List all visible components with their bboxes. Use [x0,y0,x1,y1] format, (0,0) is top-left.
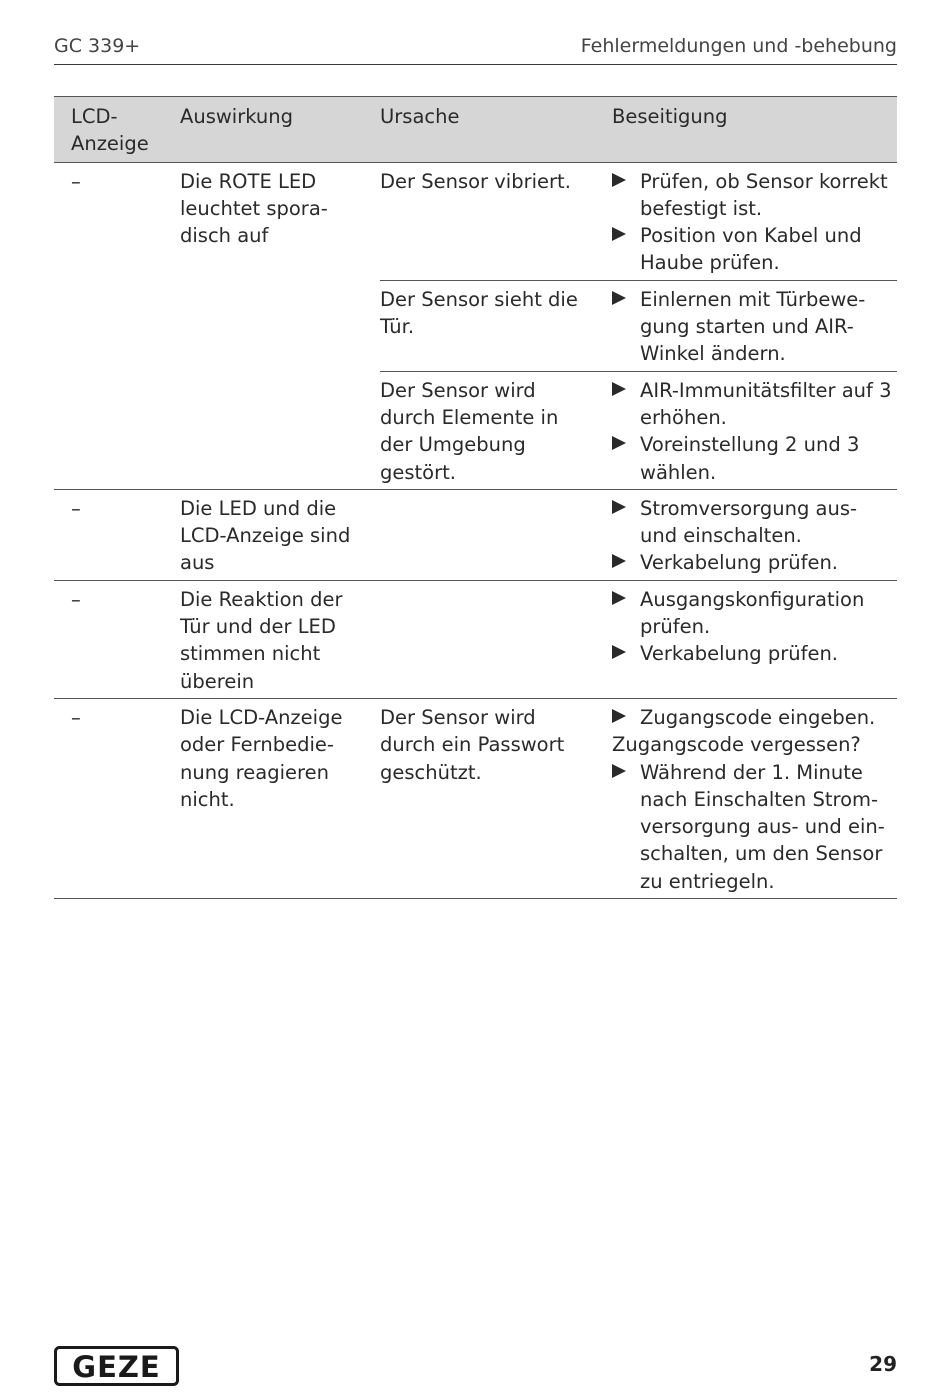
table-row [54,698,897,898]
bullet-triangle-icon [612,500,626,514]
remedy-note: Zugangscode vergessen? [612,733,861,757]
remedy-cell [612,162,897,280]
product-name: GC 339+ [54,35,141,57]
table-header-row [54,97,897,163]
col-header-lcd: LCD- Anzeige [54,97,180,163]
remedy-cell [612,371,897,489]
cause-cell: Der Sensor wird durch ein Passwort geschützt. [380,698,612,898]
remedy-item: Zugangscode eingeben. [612,704,897,731]
error-table [54,96,897,899]
remedy-item: Voreinstellung 2 und 3 wählen. [612,431,897,486]
lcd-cell: – [54,162,180,489]
remedy-item: Ausgangskonfiguration prüfen. [612,586,897,641]
lcd-cell: – [54,580,180,698]
effect-cell: Die ROTE LED leuchtet spora-disch auf [180,162,380,489]
remedy-item: Prüfen, ob Sensor korrekt befestigt ist. [612,168,897,223]
remedy-item: Position von Kabel und Haube prüfen. [612,222,897,277]
bullet-triangle-icon [612,709,626,723]
cause-cell [380,489,612,580]
page-header [54,33,897,65]
remedy-item: Stromversorgung aus- und einschalten. [612,495,897,550]
table-row [54,580,897,698]
effect-cell: Die LCD-Anzeige oder Fernbedie-nung reagieren nicht. [180,698,380,898]
lcd-cell: – [54,489,180,580]
remedy-item: Während der 1. Minute nach Einschalten Strom-versorgung aus- und ein-schalten, um den Sensor zu entriegeln. [612,759,897,895]
cause-cell: Der Sensor vibriert. [380,162,612,280]
remedy-cell [612,489,897,580]
effect-cell: Die Reaktion der Tür und der LED stimmen nicht überein [180,580,380,698]
effect-cell: Die LED und die LCD-Anzeige sind aus [180,489,380,580]
bullet-triangle-icon [612,227,626,241]
bullet-triangle-icon [612,645,626,659]
page-number: 29 [869,1352,897,1376]
remedy-cell [612,698,897,898]
bullet-triangle-icon [612,173,626,187]
remedy-item: AIR-Immunitätsfilter auf 3 erhöhen. [612,377,897,432]
remedy-cell [612,580,897,698]
bullet-triangle-icon [612,554,626,568]
lcd-cell: – [54,698,180,898]
bullet-triangle-icon [612,591,626,605]
cause-cell [380,580,612,698]
section-title: Fehlermeldungen und -behebung [580,35,897,57]
geze-logo [54,1346,179,1386]
remedy-cell [612,280,897,371]
bullet-triangle-icon [612,764,626,778]
remedy-item: Verkabelung prüfen. [612,549,897,576]
logo-text: GEZE [72,1350,161,1384]
remedy-item: Einlernen mit Türbewe-gung starten und AIR-Winkel ändern. [612,286,897,368]
bullet-triangle-icon [612,382,626,396]
col-header-remedy: Beseitigung [612,97,897,163]
cause-cell: Der Sensor sieht die Tür. [380,280,612,371]
col-header-cause: Ursache [380,97,612,163]
bullet-triangle-icon [612,291,626,305]
bullet-triangle-icon [612,436,626,450]
table-row [54,489,897,580]
table-row [54,162,897,280]
col-header-effect: Auswirkung [180,97,380,163]
cause-cell: Der Sensor wird durch Elemente in der Umgebung gestört. [380,371,612,489]
remedy-item: Verkabelung prüfen. [612,640,897,667]
